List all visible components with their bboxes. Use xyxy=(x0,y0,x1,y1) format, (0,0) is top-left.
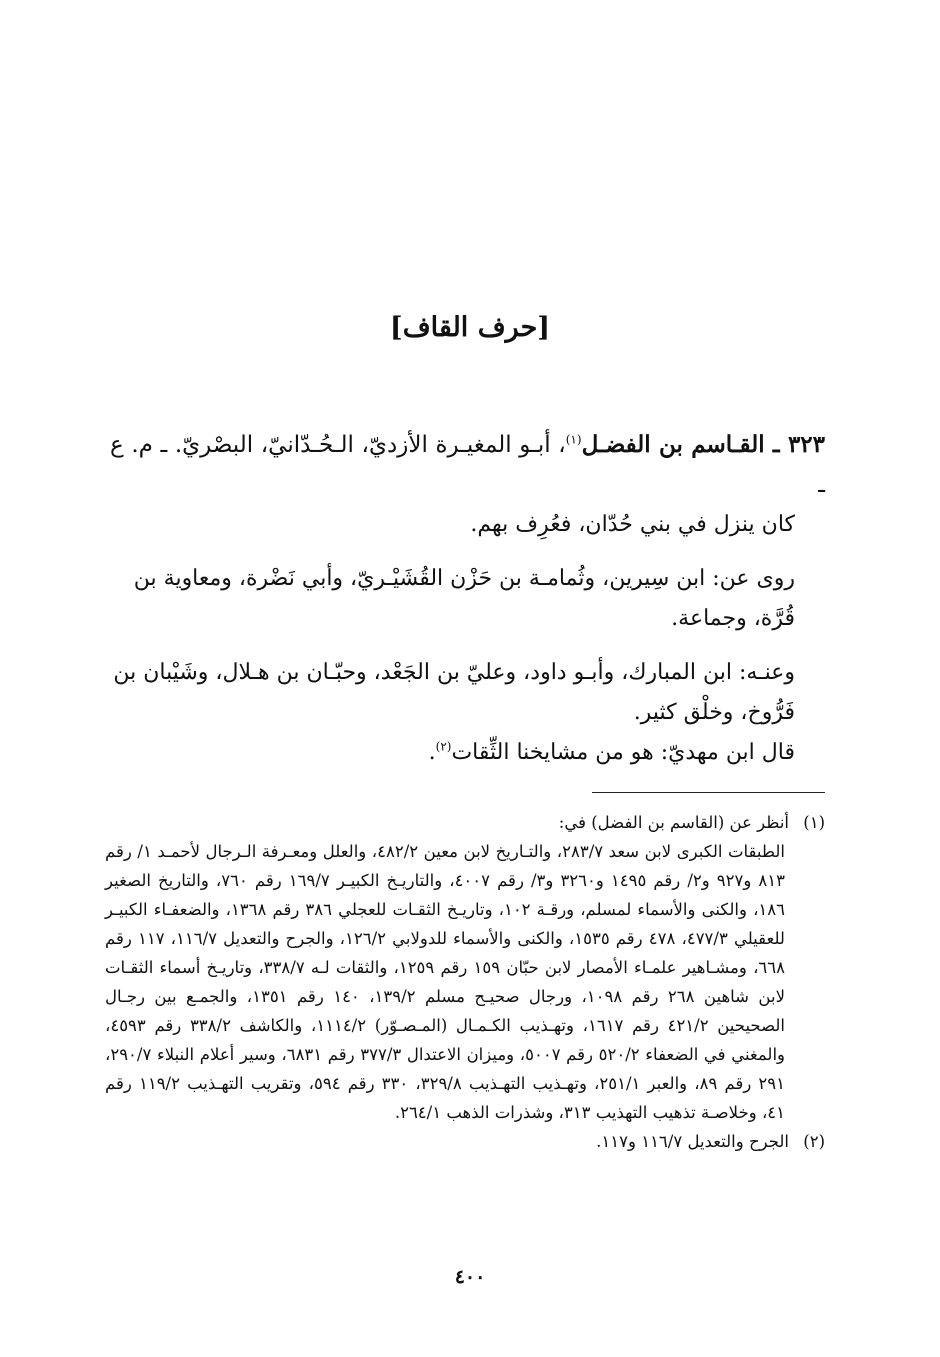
footnote-1-intro: أنظر عن (القاسم بن الفضل) في: xyxy=(558,813,789,832)
page-number: ٤٠٠ xyxy=(454,1266,486,1288)
footnote-1-marker: (١) xyxy=(803,813,825,832)
chapter-title: [حرف القاف] xyxy=(389,312,551,343)
entry-residence: كان ينزل في بني حُدّان، فعُرِف بهم. xyxy=(470,512,795,537)
entry-narrated-from: روى عن: ابن سِيرين، وثُمامـة بن حَزْن القُشَيْـريّ، وأبي نَضْرة، ومعاوية بن قُرَّة، وجماعة. xyxy=(133,566,795,631)
entry-nisba: ، أبـو المغيـرة الأزديّ، الـحُـدّانيّ، البصْريّ. ـ م. ع ـ xyxy=(110,432,825,498)
footnote-2-text: الجرح والتعديل ١١٦/٧ و١١٧. xyxy=(596,1132,789,1151)
entry-number-name: ٣٢٣ ـ القـاسم بن الفضـل xyxy=(581,431,826,458)
entry-narrators: وعنـه: ابن المبارك، وأبـو داود، وعليّ بن الجَعْد، وحبّـان بن هـلال، وشَيْبان بن فَرُّوخ، وخلْق كثير. xyxy=(113,660,795,725)
entry-quote-text: قال ابن مهديّ: هو من مشايخنا الثِّقات xyxy=(451,740,795,765)
entry-heading xyxy=(110,425,825,505)
footnote-2 xyxy=(105,1127,825,1156)
footnote-1-text: الطبقات الكبرى لابن سعد ٢٨٣/٧، والتـاريخ لابن معين ٤٨٢/٢، والعلل ومعـرفة الـرجال لأحمـد ١/ رقم ٨١٣ و٩٢٧ و٢/ رقم ١٤٩٥ و٣٢٦٠ و٣/ رقم ٤٠٠٧، والتاريـخ الكبيـر ١٦٩/٧ رقم ٧٦٠، والتاريخ الصغير ١٨٦، والكنى والأسماء لمسلم، ورقـة ١٠٢، وتاريـخ الثقـات للعجلي ٣٨٦ رقم ١٣٦٨، والضعفـاء الكبيـر للعقيلي ٤٧٧/٣، ٤٧٨ رقم ١٥٣٥، والكنى والأسماء للدولابي ١٢٦/٢، والجرح والتعديل ١١٦/٧، ١١٧ رقم ٦٦٨، ومشـاهير علمـاء الأمصار لابن حبّان ١٥٩ رقم ١٢٥٩، والثقات لـه ٣٣٨/٧، وتاريـخ أسماء الثقـات لابن شاهين ٢٦٨ رقم ١٠٩٨، ورجال صحيـح مسلم ١٣٩/٢، ١٤٠ رقم ١٣٥١، والجمـع بين رجـال الصحيحين ٤٢١/٢ رقم ١٦١٧، وتهـذيب الكـمـال (المـصـوّر) ١١١٤/٢، والكاشف ٣٣٨/٢ رقم ٤٥٩٣، والمغني في الضعفاء ٥٢٠/٢ رقم ٥٠٠٧، وميزان الاعتدال ٣٧٧/٣ رقم ٦٨٣١، وسير أعلام النبلاء ٢٩٠/٧، ٢٩١ رقم ٨٩، والعبر ٢٥١/١، وتهـذيب التهـذيب ٣٢٩/٨، ٣٣٠ رقم ٥٩٤، وتقريب التهـذيب ١١٩/٢ رقم ٤١، وخلاصـة تذهيب التهذيب ٣١٣، وشذرات الذهب ٢٦٤/١. xyxy=(105,842,786,1122)
entry-body xyxy=(110,425,825,773)
entry-quote: قال ابن مهديّ: هو من مشايخنا الثِّقات$^{(٢)}$. xyxy=(428,739,795,765)
footnote-ref-2[interactable]: (٢) xyxy=(435,739,452,754)
footnotes xyxy=(105,808,825,1156)
footnote-divider xyxy=(592,792,825,793)
footnote-ref-1[interactable]: (١) xyxy=(565,432,582,447)
footnote-2-marker: (٢) xyxy=(803,1132,825,1151)
footnote-1-header xyxy=(105,808,825,837)
